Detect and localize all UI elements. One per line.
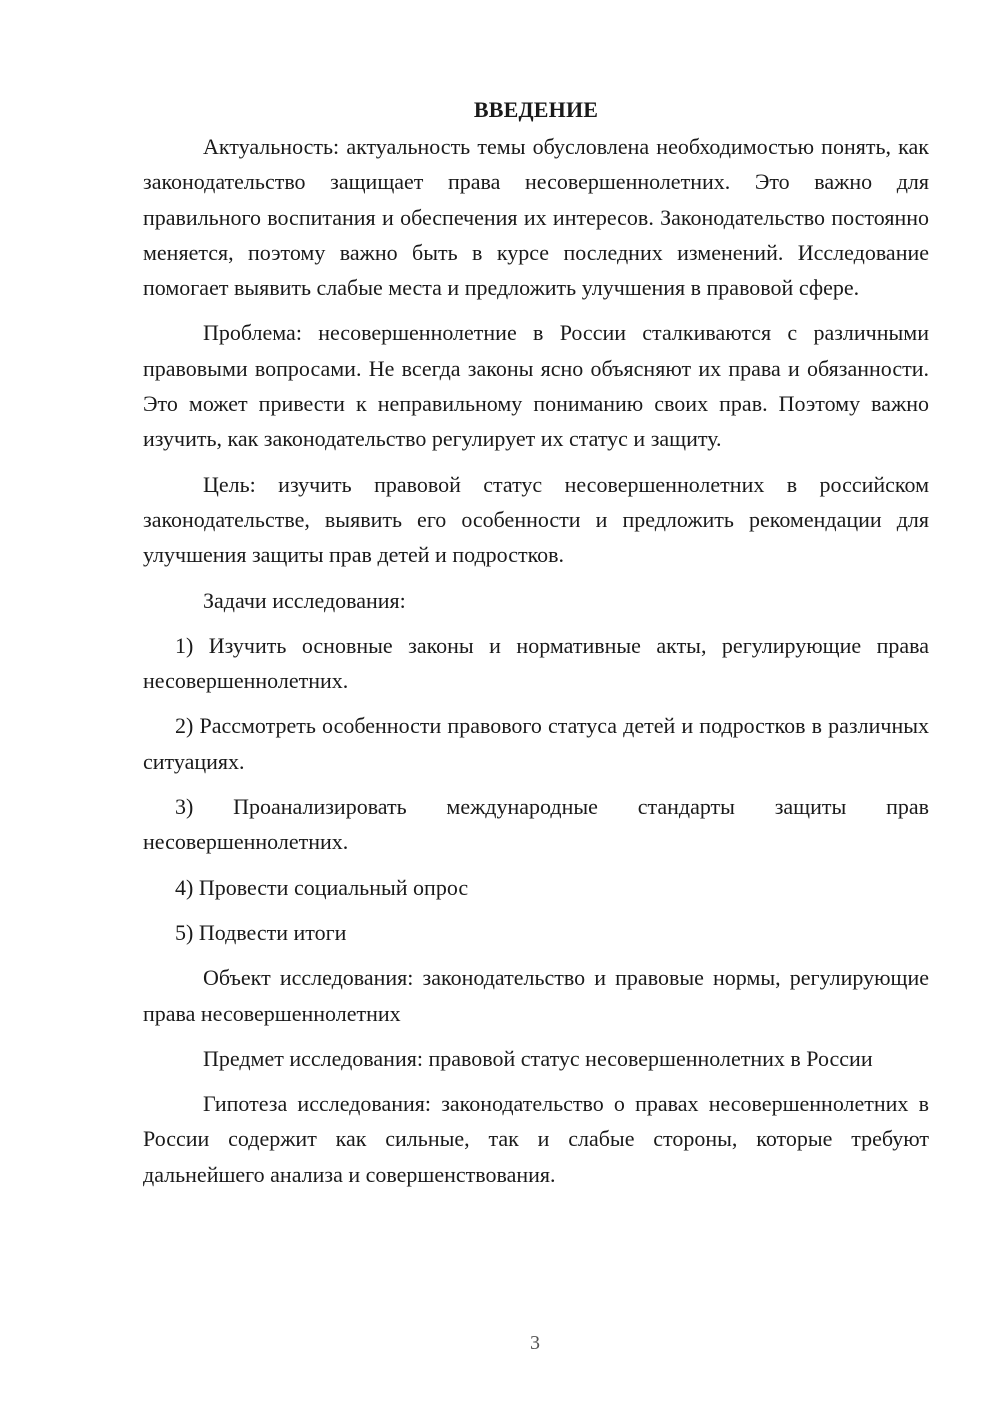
document-page (143, 92, 929, 1202)
tasks-heading: Задачи исследования: (203, 587, 406, 613)
goal-paragraph: Цель: изучить правовой статус несовершеннолетних в российском законодательстве, выявить его особенности и предложить рекомендации для улучшения защиты прав детей и подростков. (143, 471, 929, 568)
hypothesis-paragraph: Гипотеза исследования: законодательство о правах несовершеннолетних в России содержит как сильные, так и слабые стороны, которые требуют дальнейшего анализа и совершенствования. (143, 1091, 929, 1187)
task-item-1: 1) Изучить основные законы и нормативные акты, регулирующие права несовершеннолетних. (143, 632, 929, 694)
subject-paragraph: Предмет исследования: правовой статус несовершеннолетних в России (203, 1045, 873, 1071)
document-title: ВВЕДЕНИЕ (473, 97, 599, 122)
task-item-4: 4) Провести социальный опрос (175, 874, 469, 900)
problem-paragraph: Проблема: несовершеннолетние в России сталкиваются с различными правовыми вопросами. Не всегда законы ясно объясняют их права и обязанности. Это может привести к неправильному пониманию своих прав. Поэтому важно изучить, как законодательство регулирует их статус и защиту. (143, 320, 929, 452)
page-number: 3 (530, 1332, 540, 1354)
task-item-2: 2) Рассмотреть особенности правового статуса детей и подростков в различных ситуациях. (143, 713, 929, 774)
relevance-paragraph: Актуальность: актуальность темы обусловлена необходимостью понять, как законодательство защищает права несовершеннолетних. Это важно для правильного воспитания и обеспечения их интересов. Законодательство постоянно меняется, поэтому важно быть в курсе последних изменений. Исследование помогает выявить слабые места и предложить улучшения в правовой сфере. (143, 134, 929, 301)
object-paragraph: Объект исследования: законодательство и правовые нормы, регулирующие права несовершеннолетних (143, 965, 929, 1026)
task-item-5: 5) Подвести итоги (175, 919, 347, 945)
task-item-3: 3) Проанализировать международные стандарты защиты прав несовершеннолетних. (143, 794, 929, 855)
